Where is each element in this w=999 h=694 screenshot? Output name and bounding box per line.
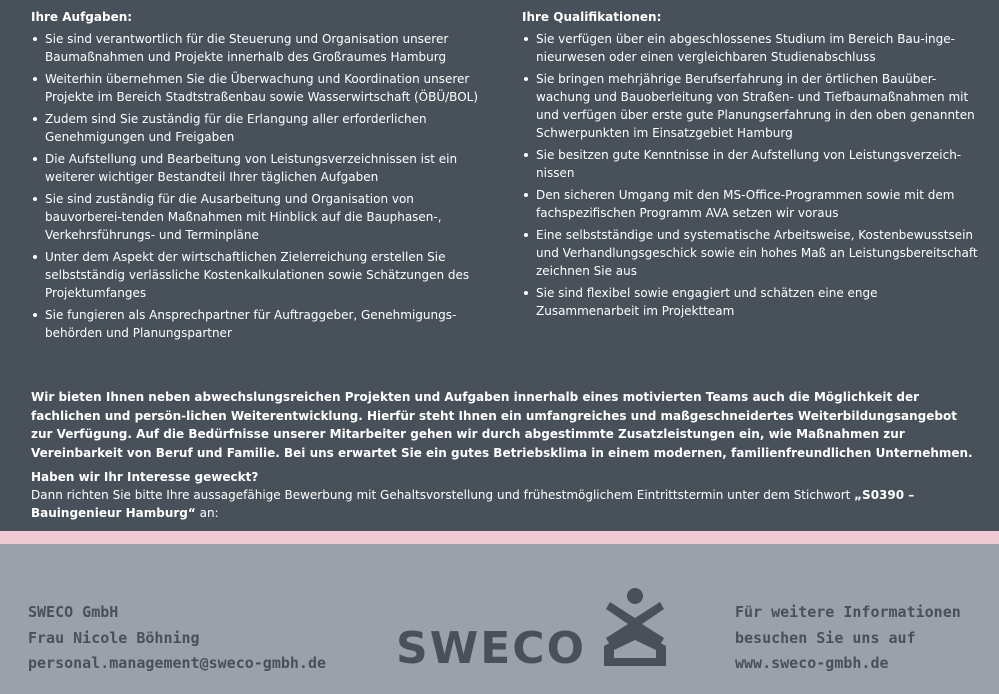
info-line-2: besuchen Sie uns auf [735,628,916,647]
qualification-item: Den sicheren Umgang mit den MS-Office-Programmen sowie mit dem fachspezifischen Programm AVA setzen wir voraus [522,186,984,222]
sweco-logo-text: SWECO [396,623,586,674]
application-keyword: „S0390 – Bauingenieur Hamburg“ [31,488,915,520]
qualifications-heading: Ihre Qualifikationen: [522,10,662,24]
accent-stripe [0,531,999,544]
qualification-item: Sie bringen mehrjährige Berufserfahrung in der örtlichen Bauüber-wachung und Bauoberleitung von Straßen- und Tiefbaumaßnahmen mit und verfügen über erste gute Planungserfahrung in den oben genannten Schwerpunkten im Einsatzgebiet Hamburg [522,70,984,142]
qualifications-list [522,30,984,320]
offer-paragraph: Wir bieten Ihnen neben abwechslungsreichen Projekten und Aufgaben innerhalb eines motivierten Teams auch die Möglichkeit der fachlichen und persön-lichen Weiterentwicklung. Hierfür steht Ihnen ein umfangreiches und maßgeschneidertes Weiterbildungsangebot zur Verfügung. Auf die Bedürfnisse unserer Mitarbeiter gehen wir durch abgestimmte Zusatzleistungen ein, wie Maßnahmen zur Vereinbarkeit von Beruf und Familie. Bei uns erwartet Sie ein gutes Betriebsklima in einem modernen, familienfreundlichen Unternehmen. [31,390,973,460]
task-item: Sie sind zuständig für die Ausarbeitung und Organisation von bauvorberei-tenden Maßnahmen mit Hinblick auf die Bauphasen-, Verkehrsführungs- und Terminpläne [31,190,493,244]
tasks-column [31,9,493,346]
info-line-1: Für weitere Informationen [735,603,961,621]
task-item: Weiterhin übernehmen Sie die Überwachung und Koordination unserer Projekte im Bereich Stadtstraßenbau sowie Wasserwirtschaft (ÖBÜ/BOL) [31,70,493,106]
tasks-list [31,30,493,342]
application-call [31,468,976,522]
task-item: Sie sind verantwortlich für die Steuerung und Organisation unserer Baumaßnahmen und Projekte innerhalb des Großraumes Hamburg [31,30,493,66]
contact-email[interactable]: personal.management@sweco-gmbh.de [28,654,327,672]
website-link[interactable]: www.sweco-gmbh.de [735,654,889,672]
application-suffix: an: [195,506,219,520]
qualification-item: Sie verfügen über ein abgeschlossenes Studium im Bereich Bau-inge-nieurwesen oder einen vergleichbaren Studienabschluss [522,30,984,66]
task-item: Zudem sind Sie zuständig für die Erlangung aller erforderlichen Genehmigungen und Freigaben [31,110,493,146]
task-item: Sie fungieren als Ansprechpartner für Auftraggeber, Genehmigungs-behörden und Planungspartner [31,306,493,342]
task-item: Die Aufstellung und Bearbeitung von Leistungsverzeichnissen ist ein weiterer wichtiger Bestandteil Ihrer täglichen Aufgaben [31,150,493,186]
qualification-item: Eine selbstständige und systematische Arbeitsweise, Kostenbewusstsein und Verhandlungsgeschick sowie ein hohes Maß an Leistungsbereitschaft zeichnen Sie aus [522,226,984,280]
info-block [735,600,961,677]
qualification-item: Sie besitzen gute Kenntnisse in der Aufstellung von Leistungsverzeich-nissen [522,146,984,182]
interest-question: Haben wir Ihr Interesse geweckt? [31,470,259,484]
contact-block [28,600,326,677]
qualification-item: Sie sind flexibel sowie engagiert und schätzen eine enge Zusammenarbeit im Projektteam [522,284,984,320]
footer [0,544,999,694]
tasks-heading: Ihre Aufgaben: [31,10,133,24]
qualifications-column [522,9,984,324]
contact-person: Frau Nicole Böhning [28,628,200,647]
task-item: Unter dem Aspekt der wirtschaftlichen Zielerreichung erstellen Sie selbstständig verlässliche Kostenkalkulationen sowie Schätzungen des Projektumfanges [31,248,493,302]
application-text: Dann richten Sie bitte Ihre aussagefähige Bewerbung mit Gehaltsvorstellung und frühestmöglichem Eintrittstermin unter dem Stichwort [31,488,855,502]
sweco-figure-icon [598,588,676,666]
company-name: SWECO GmbH [28,603,119,621]
